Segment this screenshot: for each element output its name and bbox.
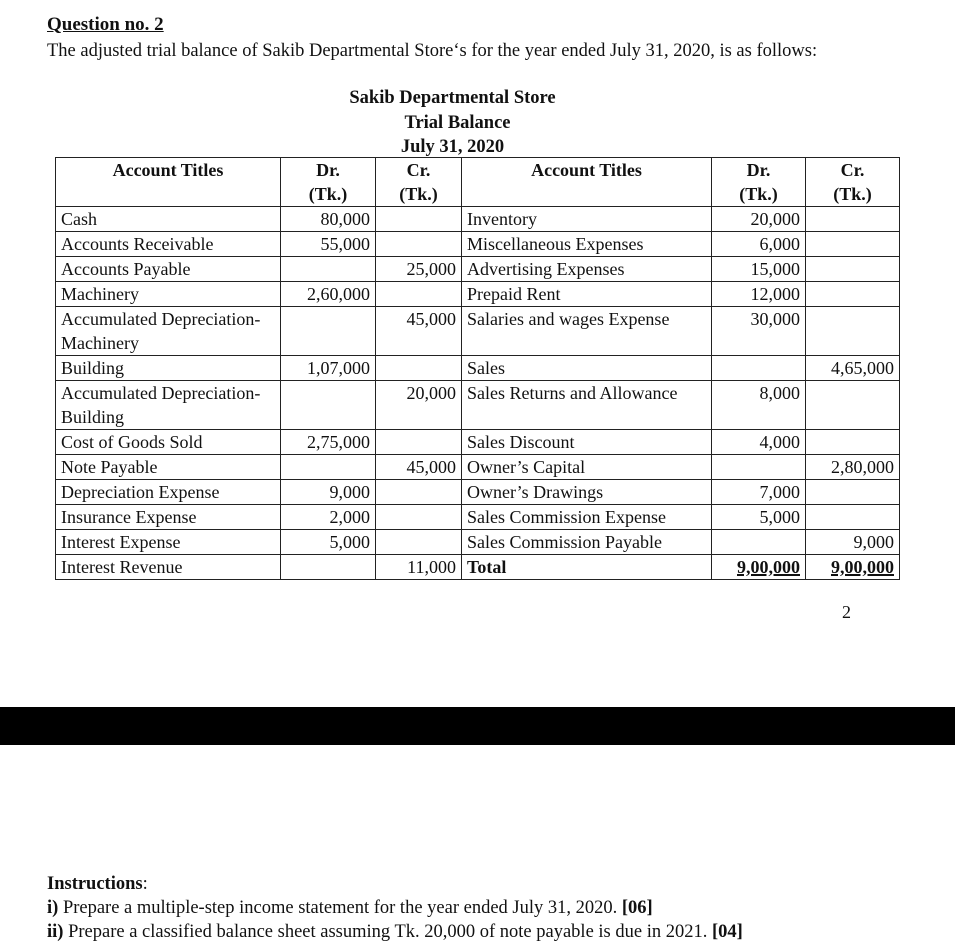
credit-amount [376, 232, 462, 257]
debit-amount [281, 555, 376, 580]
table-header-row [56, 158, 900, 207]
account-title: Insurance Expense [56, 505, 281, 530]
credit-amount: 20,000 [376, 381, 462, 430]
item-number: i) [47, 898, 59, 918]
debit-amount: 55,000 [281, 232, 376, 257]
table-row [56, 307, 900, 356]
header-account-titles-right: Account Titles [462, 158, 712, 207]
debit-amount: 9,000 [281, 480, 376, 505]
account-title: Depreciation Expense [56, 480, 281, 505]
table-row [56, 530, 900, 555]
statement-date: July 31, 2020 [400, 137, 505, 157]
question-number: Question no. 2 [47, 14, 164, 35]
credit-amount [376, 282, 462, 307]
table-row [56, 480, 900, 505]
credit-amount [806, 555, 900, 580]
cr-label: Cr. [406, 160, 431, 180]
table-row [56, 257, 900, 282]
account-title: Sales Returns and Allowance [462, 381, 712, 430]
table-row [56, 505, 900, 530]
account-title: Sales [462, 356, 712, 381]
account-title: Building [56, 356, 281, 381]
credit-amount: 45,000 [376, 307, 462, 356]
unit-label: (Tk.) [739, 184, 778, 204]
debit-amount: 2,75,000 [281, 430, 376, 455]
table-row [56, 381, 900, 430]
table-row [56, 207, 900, 232]
credit-amount [806, 232, 900, 257]
item-marks: [04] [711, 922, 743, 942]
account-title: Inventory [462, 207, 712, 232]
debit-amount [712, 555, 806, 580]
credit-amount: 45,000 [376, 455, 462, 480]
debit-amount: 15,000 [712, 257, 806, 282]
unit-label: (Tk.) [833, 184, 872, 204]
debit-amount: 5,000 [281, 530, 376, 555]
header-cr-right [806, 158, 900, 207]
debit-amount [712, 530, 806, 555]
credit-amount [376, 207, 462, 232]
dr-label: Dr. [746, 160, 771, 180]
credit-amount [806, 480, 900, 505]
debit-amount: 20,000 [712, 207, 806, 232]
statement-title: Trial Balance [404, 113, 511, 133]
account-title: Owner’s Drawings [462, 480, 712, 505]
credit-amount [806, 381, 900, 430]
table-row [56, 232, 900, 257]
table-row [56, 430, 900, 455]
debit-amount: 5,000 [712, 505, 806, 530]
table-row [56, 555, 900, 580]
account-title: Prepaid Rent [462, 282, 712, 307]
debit-amount: 2,000 [281, 505, 376, 530]
debit-amount: 6,000 [712, 232, 806, 257]
question-intro: The adjusted trial balance of Sakib Departmental Store‘s for the year ended July 31, 2020, is as follows: [47, 41, 818, 61]
debit-amount: 2,60,000 [281, 282, 376, 307]
credit-amount [806, 282, 900, 307]
instructions-colon: : [142, 874, 148, 894]
header-dr-left [281, 158, 376, 207]
instructions [47, 872, 743, 944]
debit-amount: 8,000 [712, 381, 806, 430]
cr-label: Cr. [840, 160, 865, 180]
instruction-item-1 [47, 896, 743, 920]
credit-amount: 25,000 [376, 257, 462, 282]
total-amount: 9,00,000 [737, 557, 800, 577]
account-title: Total [462, 555, 712, 580]
account-title: Accounts Receivable [56, 232, 281, 257]
company-name: Sakib Departmental Store [349, 88, 556, 108]
credit-amount [376, 505, 462, 530]
item-marks: [06] [621, 898, 653, 918]
header-cr-left [376, 158, 462, 207]
trial-balance-table [55, 157, 900, 580]
credit-amount [376, 356, 462, 381]
account-title: Accounts Payable [56, 257, 281, 282]
dr-label: Dr. [316, 160, 340, 180]
account-title: Miscellaneous Expenses [462, 232, 712, 257]
credit-amount [376, 430, 462, 455]
credit-amount: 2,80,000 [806, 455, 900, 480]
account-title: Interest Expense [56, 530, 281, 555]
instructions-title: Instructions [47, 874, 143, 894]
debit-amount: 30,000 [712, 307, 806, 356]
credit-amount [376, 480, 462, 505]
debit-amount: 12,000 [712, 282, 806, 307]
table-row [56, 356, 900, 381]
debit-amount: 4,000 [712, 430, 806, 455]
debit-amount: 1,07,000 [281, 356, 376, 381]
credit-amount [806, 430, 900, 455]
account-title: Sales Commission Expense [462, 505, 712, 530]
table-row [56, 282, 900, 307]
debit-amount: 7,000 [712, 480, 806, 505]
header-account-titles-left: Account Titles [56, 158, 281, 207]
account-title: Machinery [56, 282, 281, 307]
account-title: Advertising Expenses [462, 257, 712, 282]
debit-amount [712, 455, 806, 480]
account-title: Accumulated Depreciation-Building [56, 381, 281, 430]
item-text: Prepare a multiple-step income statement for the year ended July 31, 2020. [58, 898, 622, 918]
total-amount: 9,00,000 [831, 557, 894, 577]
unit-label: (Tk.) [308, 184, 348, 204]
credit-amount [806, 307, 900, 356]
account-title: Note Payable [56, 455, 281, 480]
account-title: Cost of Goods Sold [56, 430, 281, 455]
account-title: Sales Discount [462, 430, 712, 455]
page-number: 2 [842, 602, 851, 622]
credit-amount: 11,000 [376, 555, 462, 580]
debit-amount: 80,000 [281, 207, 376, 232]
account-title: Cash [56, 207, 281, 232]
instruction-item-2 [47, 920, 743, 944]
credit-amount [806, 505, 900, 530]
debit-amount [281, 307, 376, 356]
black-divider-bar [0, 707, 955, 745]
account-title: Sales Commission Payable [462, 530, 712, 555]
account-title: Owner’s Capital [462, 455, 712, 480]
credit-amount [806, 207, 900, 232]
credit-amount: 4,65,000 [806, 356, 900, 381]
item-number: ii) [47, 922, 64, 942]
debit-amount [281, 257, 376, 282]
debit-amount [712, 356, 806, 381]
unit-label: (Tk.) [399, 184, 438, 204]
debit-amount [281, 381, 376, 430]
table-row [56, 455, 900, 480]
debit-amount [281, 455, 376, 480]
header-dr-right [712, 158, 806, 207]
account-title: Interest Revenue [56, 555, 281, 580]
account-title: Salaries and wages Expense [462, 307, 712, 356]
item-text: Prepare a classified balance sheet assuming Tk. 20,000 of note payable is due in 2021. [63, 922, 712, 942]
credit-amount [376, 530, 462, 555]
credit-amount: 9,000 [806, 530, 900, 555]
account-title: Accumulated Depreciation-Machinery [56, 307, 281, 356]
credit-amount [806, 257, 900, 282]
